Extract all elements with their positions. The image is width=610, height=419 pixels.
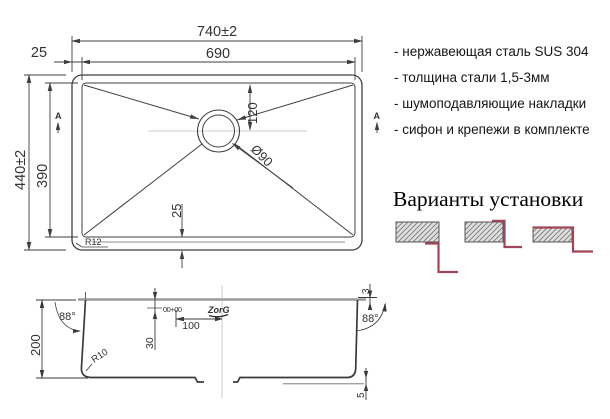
install-option-undermount: [396, 222, 458, 272]
dim-drain-diameter: Ø90: [247, 141, 276, 170]
installation-heading: Варианты установки: [393, 187, 584, 211]
spec-noise-pads: - шумоподавляющие накладки: [394, 96, 587, 111]
section-profile: [78, 285, 366, 398]
corner-radius-label: R12: [85, 237, 102, 247]
spec-material: - нержавеющая сталь SUS 304: [394, 44, 589, 59]
install-option-flush: [465, 221, 522, 247]
dim-drain-recess-depth: 30: [144, 337, 156, 349]
hole-marks: 00+00: [163, 305, 182, 314]
section-label-left: A: [55, 111, 62, 121]
dim-emboss-height: 5: [356, 392, 367, 398]
angle-left-label: 88°: [59, 311, 76, 323]
top-view: [13, 24, 381, 268]
bottom-radius-label: R10: [89, 346, 111, 366]
dim-rim-height: 3: [361, 288, 372, 294]
dim-3-lines: [358, 284, 377, 310]
install-option-overmount: [533, 228, 594, 252]
dim-width-outer: 740±2: [196, 24, 238, 40]
bottom-slope-lines: [84, 85, 353, 235]
brand-logo: [207, 305, 230, 317]
section-marker-right: [374, 111, 381, 133]
section-label-right: A: [373, 111, 380, 121]
dim-drain-offset: 120: [245, 102, 260, 124]
dim-height-outer: 440±2: [13, 149, 29, 190]
dim-drain-offset-bottom: 100: [182, 320, 200, 332]
section-marker-left: [55, 111, 62, 133]
product-specs-list: [394, 39, 590, 143]
dim-depth: 200: [28, 334, 43, 356]
brand-logo-text: ZorG: [208, 305, 230, 315]
section-view: [28, 284, 387, 400]
dim-height-inner: 390: [35, 163, 51, 188]
angle-right-label: 88°: [362, 313, 379, 325]
spec-included: - сифон и крепежи в комплекте: [394, 122, 590, 137]
sink-outline: [72, 75, 362, 250]
dim-width-inner: 690: [205, 46, 231, 62]
dim-rim-bottom: 25: [169, 203, 184, 218]
dim-440-lines: [24, 74, 78, 251]
dim-rim-left: 25: [30, 45, 48, 61]
spec-thickness: - толщина стали 1,5-3мм: [394, 70, 550, 85]
installation-diagrams: [396, 221, 593, 272]
bottom-radius-leader: [86, 364, 92, 371]
